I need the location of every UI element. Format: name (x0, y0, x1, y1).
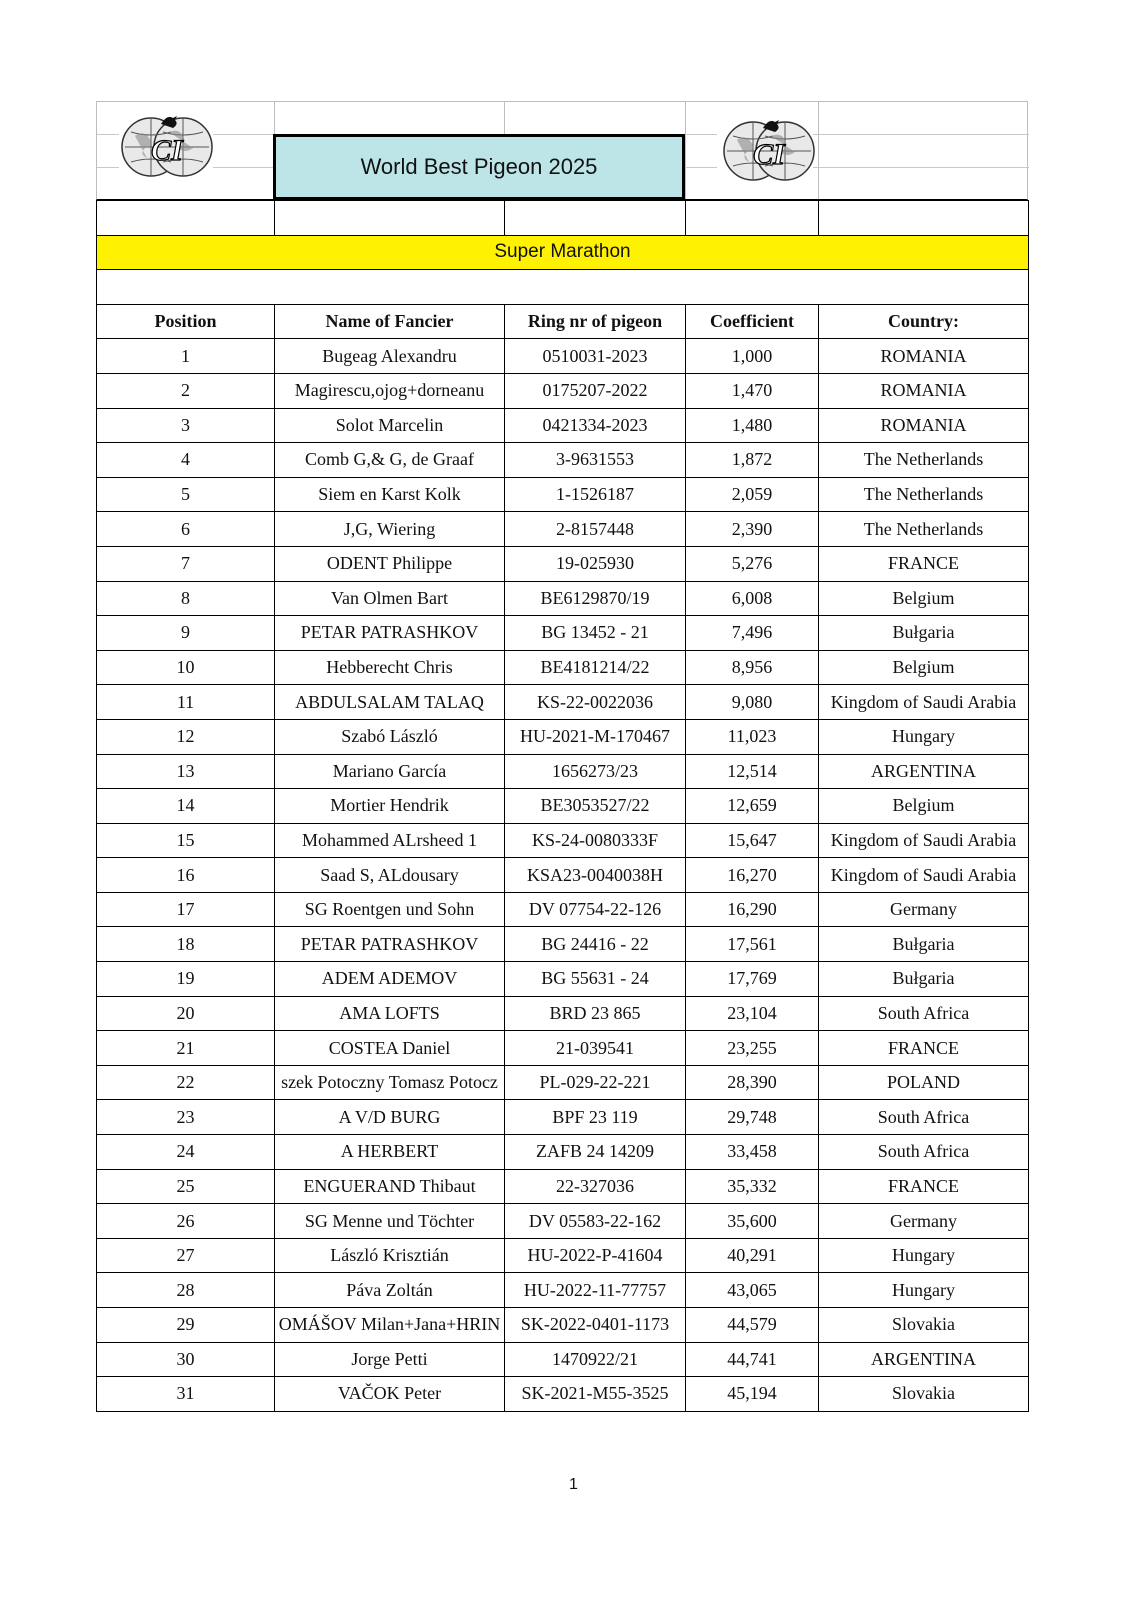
fancier-name-cell: László Krisztián (275, 1238, 505, 1273)
position-cell: 17 (97, 892, 275, 927)
country-cell: Bułgaria (819, 927, 1029, 962)
country-cell: The Netherlands (819, 477, 1029, 512)
blank-row (97, 270, 1029, 305)
coefficient-cell: 2,390 (686, 512, 819, 547)
ring-number-cell: BPF 23 119 (505, 1100, 686, 1135)
position-cell: 29 (97, 1308, 275, 1343)
ring-number-cell: SK-2021-M55-3525 (505, 1377, 686, 1412)
table-row (97, 546, 1029, 581)
country-cell: Kingdom of Saudi Arabia (819, 858, 1029, 893)
country-cell: South Africa (819, 1100, 1029, 1135)
column-headers (97, 304, 1029, 339)
position-cell: 15 (97, 823, 275, 858)
coefficient-cell: 35,332 (686, 1169, 819, 1204)
position-cell: 5 (97, 477, 275, 512)
coefficient-cell: 12,659 (686, 789, 819, 824)
fancier-name-cell: Mortier Hendrik (275, 789, 505, 824)
coefficient-cell: 23,255 (686, 1031, 819, 1066)
position-cell: 26 (97, 1204, 275, 1239)
col-header-country: Country: (819, 304, 1029, 339)
position-cell: 9 (97, 616, 275, 651)
position-cell: 25 (97, 1169, 275, 1204)
coefficient-cell: 29,748 (686, 1100, 819, 1135)
fci-logo-left-icon (121, 102, 213, 182)
coefficient-cell: 6,008 (686, 581, 819, 616)
table-row (97, 477, 1029, 512)
col-header-position: Position (97, 304, 275, 339)
country-cell: Belgium (819, 650, 1029, 685)
table-row (97, 1031, 1029, 1066)
fancier-name-cell: ENGUERAND Thibaut (275, 1169, 505, 1204)
ring-number-cell: 3-9631553 (505, 443, 686, 478)
ring-number-cell: HU-2021-M-170467 (505, 719, 686, 754)
fancier-name-cell: Páva Zoltán (275, 1273, 505, 1308)
country-cell: ROMANIA (819, 373, 1029, 408)
coefficient-cell: 33,458 (686, 1135, 819, 1170)
position-cell: 28 (97, 1273, 275, 1308)
table-row (97, 719, 1029, 754)
ring-number-cell: BG 55631 - 24 (505, 962, 686, 997)
coefficient-cell: 5,276 (686, 546, 819, 581)
country-cell: Bułgaria (819, 616, 1029, 651)
country-cell: Bułgaria (819, 962, 1029, 997)
col-header-coefficient: Coefficient (686, 304, 819, 339)
fancier-name-cell: SG Menne und Töchter (275, 1204, 505, 1239)
header-block (96, 101, 1028, 200)
position-cell: 11 (97, 685, 275, 720)
ring-number-cell: HU-2022-11-77757 (505, 1273, 686, 1308)
fancier-name-cell: A V/D BURG (275, 1100, 505, 1135)
position-cell: 19 (97, 962, 275, 997)
coefficient-cell: 1,000 (686, 339, 819, 374)
ring-number-cell: BE3053527/22 (505, 789, 686, 824)
fancier-name-cell: Solot Marcelin (275, 408, 505, 443)
fci-logo-right-icon (723, 106, 815, 186)
fancier-name-cell: Siem en Karst Kolk (275, 477, 505, 512)
country-cell: FRANCE (819, 1031, 1029, 1066)
fancier-name-cell: A HERBERT (275, 1135, 505, 1170)
fancier-name-cell: VAČOK Peter (275, 1377, 505, 1412)
ring-number-cell: KS-22-0022036 (505, 685, 686, 720)
fancier-name-cell: AMA LOFTS (275, 996, 505, 1031)
svg-text:CI: CI (753, 138, 785, 171)
table-row (97, 754, 1029, 789)
ring-number-cell: HU-2022-P-41604 (505, 1238, 686, 1273)
country-cell: Kingdom of Saudi Arabia (819, 823, 1029, 858)
coefficient-cell: 8,956 (686, 650, 819, 685)
position-cell: 3 (97, 408, 275, 443)
table-row (97, 339, 1029, 374)
table-row (97, 443, 1029, 478)
country-cell: Belgium (819, 789, 1029, 824)
ring-number-cell: ZAFB 24 14209 (505, 1135, 686, 1170)
country-cell: Hungary (819, 1238, 1029, 1273)
coefficient-cell: 1,470 (686, 373, 819, 408)
ring-number-cell: BRD 23 865 (505, 996, 686, 1031)
country-cell: Belgium (819, 581, 1029, 616)
country-cell: Germany (819, 892, 1029, 927)
ring-number-cell: 19-025930 (505, 546, 686, 581)
position-cell: 8 (97, 581, 275, 616)
fancier-name-cell: Magirescu,ojog+dorneanu (275, 373, 505, 408)
ring-number-cell: 1-1526187 (505, 477, 686, 512)
table-row (97, 373, 1029, 408)
table-row (97, 962, 1029, 997)
fancier-name-cell: Bugeag Alexandru (275, 339, 505, 374)
ring-number-cell: 0175207-2022 (505, 373, 686, 408)
position-cell: 24 (97, 1135, 275, 1170)
country-cell: POLAND (819, 1065, 1029, 1100)
table-row (97, 1273, 1029, 1308)
country-cell: The Netherlands (819, 512, 1029, 547)
fancier-name-cell: ADEM ADEMOV (275, 962, 505, 997)
table-row (97, 1135, 1029, 1170)
ring-number-cell: KSA23-0040038H (505, 858, 686, 893)
fancier-name-cell: Saad S, ALdousary (275, 858, 505, 893)
table-row (97, 789, 1029, 824)
coefficient-cell: 44,741 (686, 1342, 819, 1377)
country-cell: Germany (819, 1204, 1029, 1239)
position-cell: 10 (97, 650, 275, 685)
coefficient-cell: 44,579 (686, 1308, 819, 1343)
coefficient-cell: 35,600 (686, 1204, 819, 1239)
spacer-row (97, 201, 1029, 236)
ring-number-cell: KS-24-0080333F (505, 823, 686, 858)
country-cell: FRANCE (819, 1169, 1029, 1204)
ring-number-cell: 22-327036 (505, 1169, 686, 1204)
fancier-name-cell: PETAR PATRASHKOV (275, 616, 505, 651)
fancier-name-cell: ODENT Philippe (275, 546, 505, 581)
coefficient-cell: 40,291 (686, 1238, 819, 1273)
table-row (97, 512, 1029, 547)
coefficient-cell: 7,496 (686, 616, 819, 651)
coefficient-cell: 2,059 (686, 477, 819, 512)
coefficient-cell: 17,561 (686, 927, 819, 962)
ring-number-cell: PL-029-22-221 (505, 1065, 686, 1100)
table-row (97, 1065, 1029, 1100)
table-row (97, 408, 1029, 443)
svg-text:CI: CI (151, 134, 183, 167)
ring-number-cell: 1656273/23 (505, 754, 686, 789)
ring-number-cell: DV 05583-22-162 (505, 1204, 686, 1239)
table-row (97, 1204, 1029, 1239)
country-cell: FRANCE (819, 546, 1029, 581)
position-cell: 30 (97, 1342, 275, 1377)
fancier-name-cell: COSTEA Daniel (275, 1031, 505, 1066)
fancier-name-cell: Szabó László (275, 719, 505, 754)
table-row (97, 1238, 1029, 1273)
coefficient-cell: 23,104 (686, 996, 819, 1031)
country-cell: South Africa (819, 1135, 1029, 1170)
coefficient-cell: 43,065 (686, 1273, 819, 1308)
col-header-name: Name of Fancier (275, 304, 505, 339)
table-row (97, 650, 1029, 685)
ring-number-cell: 21-039541 (505, 1031, 686, 1066)
country-cell: Kingdom of Saudi Arabia (819, 685, 1029, 720)
table-row (97, 1100, 1029, 1135)
position-cell: 21 (97, 1031, 275, 1066)
table-row (97, 892, 1029, 927)
table-row (97, 996, 1029, 1031)
country-cell: Hungary (819, 1273, 1029, 1308)
table-row (97, 616, 1029, 651)
fancier-name-cell: Comb G,& G, de Graaf (275, 443, 505, 478)
ring-number-cell: BG 24416 - 22 (505, 927, 686, 962)
col-header-ring: Ring nr of pigeon (505, 304, 686, 339)
position-cell: 7 (97, 546, 275, 581)
position-cell: 23 (97, 1100, 275, 1135)
table-row (97, 1169, 1029, 1204)
country-cell: Hungary (819, 719, 1029, 754)
coefficient-cell: 45,194 (686, 1377, 819, 1412)
ring-number-cell: 0421334-2023 (505, 408, 686, 443)
coefficient-cell: 11,023 (686, 719, 819, 754)
position-cell: 18 (97, 927, 275, 962)
coefficient-cell: 1,480 (686, 408, 819, 443)
ring-number-cell: 2-8157448 (505, 512, 686, 547)
position-cell: 4 (97, 443, 275, 478)
coefficient-cell: 12,514 (686, 754, 819, 789)
country-cell: ARGENTINA (819, 1342, 1029, 1377)
coefficient-cell: 1,872 (686, 443, 819, 478)
ring-number-cell: BG 13452 - 21 (505, 616, 686, 651)
category-banner (97, 235, 1029, 270)
table-row (97, 1342, 1029, 1377)
fancier-name-cell: SG Roentgen und Sohn (275, 892, 505, 927)
position-cell: 31 (97, 1377, 275, 1412)
country-cell: South Africa (819, 996, 1029, 1031)
fancier-name-cell: Jorge Petti (275, 1342, 505, 1377)
fancier-name-cell: Mariano García (275, 754, 505, 789)
fancier-name-cell: OMÁŠOV Milan+Jana+HRIN (275, 1308, 505, 1343)
position-cell: 12 (97, 719, 275, 754)
category-label: Super Marathon (97, 235, 1029, 270)
coefficient-cell: 17,769 (686, 962, 819, 997)
position-cell: 22 (97, 1065, 275, 1100)
fancier-name-cell: Hebberecht Chris (275, 650, 505, 685)
fancier-name-cell: ABDULSALAM TALAQ (275, 685, 505, 720)
country-cell: ARGENTINA (819, 754, 1029, 789)
page-title: World Best Pigeon 2025 (273, 134, 685, 200)
fancier-name-cell: Van Olmen Bart (275, 581, 505, 616)
country-cell: Slovakia (819, 1377, 1029, 1412)
ring-number-cell: BE4181214/22 (505, 650, 686, 685)
page-number: 1 (569, 1476, 578, 1493)
table-row (97, 1377, 1029, 1412)
table-row (97, 823, 1029, 858)
coefficient-cell: 28,390 (686, 1065, 819, 1100)
table-row (97, 927, 1029, 962)
country-cell: ROMANIA (819, 339, 1029, 374)
ring-number-cell: 1470922/21 (505, 1342, 686, 1377)
position-cell: 13 (97, 754, 275, 789)
coefficient-cell: 9,080 (686, 685, 819, 720)
fancier-name-cell: Mohammed ALrsheed 1 (275, 823, 505, 858)
position-cell: 27 (97, 1238, 275, 1273)
fancier-name-cell: szek Potoczny Tomasz Potocz (275, 1065, 505, 1100)
ring-number-cell: DV 07754-22-126 (505, 892, 686, 927)
coefficient-cell: 16,290 (686, 892, 819, 927)
fancier-name-cell: PETAR PATRASHKOV (275, 927, 505, 962)
ring-number-cell: BE6129870/19 (505, 581, 686, 616)
position-cell: 2 (97, 373, 275, 408)
results-sheet (96, 101, 1028, 1412)
country-cell: ROMANIA (819, 408, 1029, 443)
country-cell: Slovakia (819, 1308, 1029, 1343)
table-row (97, 1308, 1029, 1343)
ring-number-cell: 0510031-2023 (505, 339, 686, 374)
position-cell: 1 (97, 339, 275, 374)
position-cell: 14 (97, 789, 275, 824)
table-row (97, 858, 1029, 893)
ring-number-cell: SK-2022-0401-1173 (505, 1308, 686, 1343)
table-row (97, 581, 1029, 616)
position-cell: 6 (97, 512, 275, 547)
table-row (97, 685, 1029, 720)
country-cell: The Netherlands (819, 443, 1029, 478)
fancier-name-cell: J,G, Wiering (275, 512, 505, 547)
position-cell: 20 (97, 996, 275, 1031)
position-cell: 16 (97, 858, 275, 893)
coefficient-cell: 15,647 (686, 823, 819, 858)
coefficient-cell: 16,270 (686, 858, 819, 893)
results-table (96, 200, 1029, 1412)
